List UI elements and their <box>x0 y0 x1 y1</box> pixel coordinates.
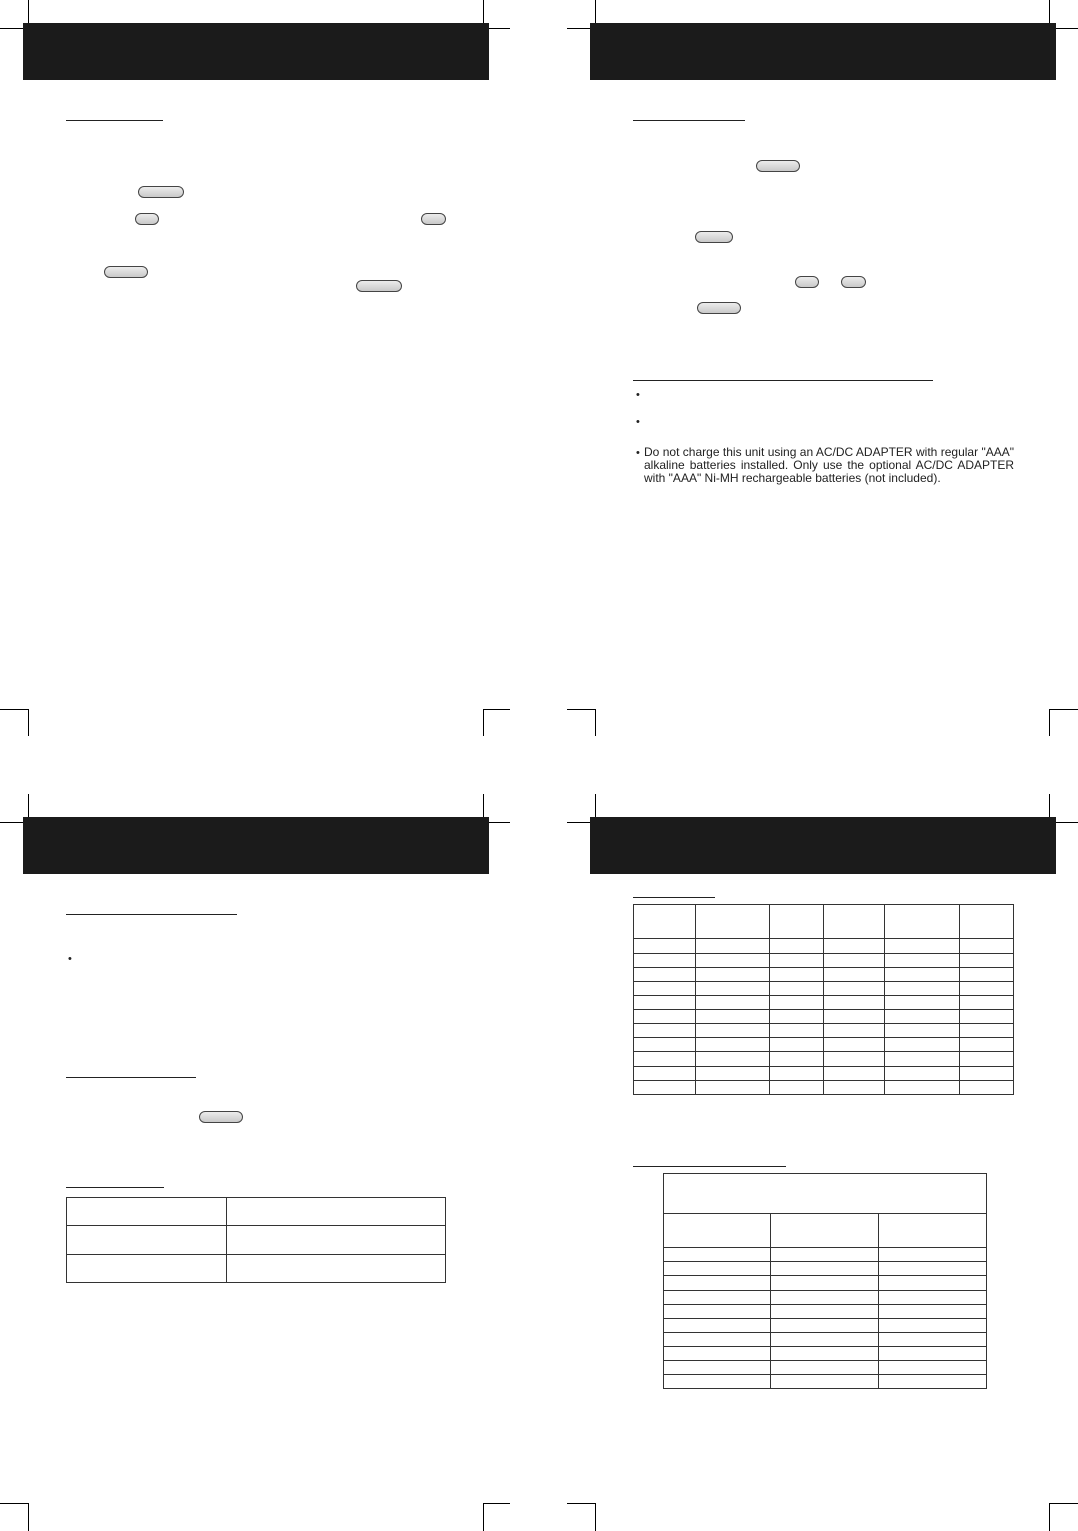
table-cell <box>885 995 960 1009</box>
channel-table <box>633 904 1014 1095</box>
table-cell <box>664 1214 771 1248</box>
button-key-icon <box>697 302 741 314</box>
table-cell <box>824 1080 885 1094</box>
table-cell <box>885 1024 960 1038</box>
table-row <box>664 1262 987 1276</box>
table-row <box>634 1038 1014 1052</box>
button-key-icon <box>756 160 800 172</box>
table-cell <box>634 1080 696 1094</box>
crop-mark <box>567 28 590 29</box>
table-cell <box>879 1214 987 1248</box>
table-row <box>634 1052 1014 1066</box>
table-row <box>634 1010 1014 1024</box>
table-cell <box>227 1198 446 1226</box>
table-cell <box>885 1010 960 1024</box>
table-cell <box>770 1052 824 1066</box>
table-row <box>634 905 1014 939</box>
table-cell <box>770 1024 824 1038</box>
table-cell <box>960 1024 1014 1038</box>
button-key-icon <box>795 276 819 288</box>
table-cell <box>771 1290 879 1304</box>
table-cell <box>770 939 824 953</box>
button-key-icon <box>138 186 184 198</box>
table-cell <box>696 1024 770 1038</box>
table-row <box>634 995 1014 1009</box>
crop-mark <box>483 794 484 817</box>
crop-mark <box>483 709 510 710</box>
table-cell <box>696 905 770 939</box>
table-cell <box>770 1010 824 1024</box>
table-row <box>664 1332 987 1346</box>
table-cell <box>664 1360 771 1374</box>
crop-mark <box>595 1503 596 1531</box>
table-row <box>67 1254 446 1282</box>
crop-mark <box>567 709 596 710</box>
table-cell <box>960 967 1014 981</box>
table-cell <box>771 1276 879 1290</box>
table-cell <box>885 1038 960 1052</box>
table-cell <box>770 981 824 995</box>
table-cell <box>960 1066 1014 1080</box>
table-cell <box>824 1038 885 1052</box>
crop-mark <box>1055 28 1078 29</box>
table-cell <box>696 953 770 967</box>
table-cell <box>634 1038 696 1052</box>
crop-mark <box>488 822 510 823</box>
table-cell <box>960 1010 1014 1024</box>
section-heading-underline <box>66 120 163 121</box>
table-cell <box>771 1318 879 1332</box>
table-cell <box>771 1304 879 1318</box>
section-heading-underline <box>66 1077 196 1078</box>
table-cell <box>696 967 770 981</box>
table-cell <box>634 981 696 995</box>
button-key-icon <box>135 213 159 225</box>
table-cell <box>885 1080 960 1094</box>
table-cell <box>634 939 696 953</box>
crop-mark <box>0 822 23 823</box>
table-cell <box>824 1066 885 1080</box>
spec-table <box>66 1197 446 1283</box>
table-cell <box>771 1374 879 1388</box>
crop-mark <box>595 0 596 23</box>
table-cell <box>696 995 770 1009</box>
table-cell <box>634 1066 696 1080</box>
crop-mark <box>28 0 29 23</box>
table-cell <box>879 1276 987 1290</box>
crop-mark <box>1049 1503 1050 1531</box>
table-cell <box>664 1374 771 1388</box>
crop-mark <box>0 28 23 29</box>
table-cell <box>664 1262 771 1276</box>
table-row <box>634 1080 1014 1094</box>
header-bar <box>590 23 1056 80</box>
table-cell <box>879 1304 987 1318</box>
table-cell <box>960 939 1014 953</box>
table-cell <box>771 1332 879 1346</box>
table-cell <box>885 905 960 939</box>
section-heading-underline <box>633 897 715 898</box>
table-cell <box>771 1214 879 1248</box>
table-cell <box>770 1066 824 1080</box>
table-cell <box>770 1038 824 1052</box>
table-cell <box>960 1080 1014 1094</box>
crop-mark <box>1055 822 1078 823</box>
table-cell <box>770 995 824 1009</box>
table-cell <box>634 953 696 967</box>
table-row <box>634 953 1014 967</box>
crop-mark <box>483 1503 510 1504</box>
button-key-icon <box>421 213 446 225</box>
crop-mark <box>488 28 510 29</box>
table-cell <box>824 981 885 995</box>
table-cell <box>664 1290 771 1304</box>
table-cell <box>885 1066 960 1080</box>
crop-mark <box>483 709 484 736</box>
table-cell <box>664 1318 771 1332</box>
crop-mark <box>595 709 596 736</box>
section-heading-underline <box>633 1166 786 1167</box>
header-bar <box>23 817 489 874</box>
table-cell <box>824 967 885 981</box>
table-row <box>67 1198 446 1226</box>
bullet-point: • <box>68 953 72 965</box>
crop-mark <box>483 0 484 23</box>
table-cell <box>634 967 696 981</box>
table-cell <box>696 1010 770 1024</box>
crop-mark <box>1049 0 1050 23</box>
crop-mark <box>28 709 29 736</box>
table-cell <box>771 1346 879 1360</box>
table-cell <box>770 967 824 981</box>
table-cell <box>664 1346 771 1360</box>
table-row <box>664 1248 987 1262</box>
table-cell <box>634 1010 696 1024</box>
table-row <box>634 981 1014 995</box>
crop-mark <box>28 794 29 817</box>
section-heading-underline <box>66 914 237 915</box>
charging-notes-heading-underline <box>633 380 933 381</box>
table-row <box>664 1174 987 1214</box>
table-cell <box>664 1304 771 1318</box>
table-cell <box>696 1038 770 1052</box>
header-bar <box>590 817 1056 874</box>
table-cell <box>960 995 1014 1009</box>
crop-mark <box>1049 1503 1078 1504</box>
crop-mark <box>567 822 590 823</box>
table-cell <box>824 1052 885 1066</box>
table-cell <box>67 1254 227 1282</box>
button-key-icon <box>104 266 148 278</box>
table-cell <box>960 905 1014 939</box>
crop-mark <box>1049 794 1050 817</box>
table-cell <box>879 1248 987 1262</box>
table-cell <box>960 1038 1014 1052</box>
crop-mark <box>28 1503 29 1531</box>
bullet-point: • <box>636 416 640 428</box>
code-table <box>663 1173 987 1389</box>
table-cell <box>824 995 885 1009</box>
table-cell <box>770 953 824 967</box>
table-cell <box>770 1080 824 1094</box>
button-key-icon <box>695 231 733 243</box>
table-cell <box>771 1360 879 1374</box>
table-cell <box>879 1332 987 1346</box>
table-row <box>634 1024 1014 1038</box>
crop-mark <box>567 1503 596 1504</box>
section-heading-underline <box>633 120 745 121</box>
button-key-icon <box>841 276 866 288</box>
table-cell <box>227 1254 446 1282</box>
table-cell <box>634 1024 696 1038</box>
crop-mark <box>0 709 29 710</box>
table-cell <box>696 939 770 953</box>
table-cell <box>824 1010 885 1024</box>
crop-mark <box>1049 709 1050 736</box>
table-cell <box>696 1066 770 1080</box>
table-cell <box>960 981 1014 995</box>
table-cell <box>960 953 1014 967</box>
crop-mark <box>0 1503 29 1504</box>
table-cell <box>67 1198 227 1226</box>
table-cell <box>696 1052 770 1066</box>
bullet-point: • <box>636 389 640 401</box>
table-cell <box>879 1290 987 1304</box>
table-cell <box>824 939 885 953</box>
table-cell <box>67 1226 227 1254</box>
table-cell <box>879 1346 987 1360</box>
section-heading-underline <box>66 1187 164 1188</box>
table-row <box>634 967 1014 981</box>
table-row <box>664 1214 987 1248</box>
crop-mark <box>595 794 596 817</box>
table-cell <box>696 981 770 995</box>
table-cell <box>664 1248 771 1262</box>
table-cell <box>885 1052 960 1066</box>
table-row <box>634 1066 1014 1080</box>
table-row <box>664 1360 987 1374</box>
header-bar <box>23 23 489 80</box>
table-cell <box>634 905 696 939</box>
table-cell <box>885 939 960 953</box>
table-cell <box>879 1262 987 1276</box>
table-row <box>664 1346 987 1360</box>
table-cell <box>824 905 885 939</box>
table-cell <box>634 995 696 1009</box>
table-cell <box>824 1024 885 1038</box>
table-cell <box>879 1374 987 1388</box>
button-key-icon <box>356 280 402 292</box>
table-cell <box>227 1226 446 1254</box>
table-cell <box>664 1276 771 1290</box>
table-cell <box>885 981 960 995</box>
table-row <box>664 1374 987 1388</box>
note-text: Do not charge this unit using an AC/DC ADAPTER with regular "AAA" alkaline batteries installed. Only use the optional AC/DC ADAPTER with "AAA" Ni-MH rechargeable batteries (not included). <box>644 445 1014 485</box>
table-row <box>664 1276 987 1290</box>
table-cell <box>879 1318 987 1332</box>
table-cell <box>885 967 960 981</box>
table-row <box>67 1226 446 1254</box>
table-cell <box>634 1052 696 1066</box>
table-row <box>664 1290 987 1304</box>
table-cell <box>770 905 824 939</box>
button-key-icon <box>199 1111 243 1123</box>
table-cell <box>771 1262 879 1276</box>
table-cell <box>885 953 960 967</box>
crop-mark <box>483 1503 484 1531</box>
table-cell <box>771 1248 879 1262</box>
crop-mark <box>1049 709 1078 710</box>
bullet-point: • <box>636 447 640 459</box>
table-cell <box>696 1080 770 1094</box>
table-row <box>664 1318 987 1332</box>
table-cell <box>960 1052 1014 1066</box>
table-row <box>634 939 1014 953</box>
table-cell <box>879 1360 987 1374</box>
table-row <box>664 1304 987 1318</box>
table-cell <box>664 1174 987 1214</box>
table-cell <box>824 953 885 967</box>
table-cell <box>664 1332 771 1346</box>
